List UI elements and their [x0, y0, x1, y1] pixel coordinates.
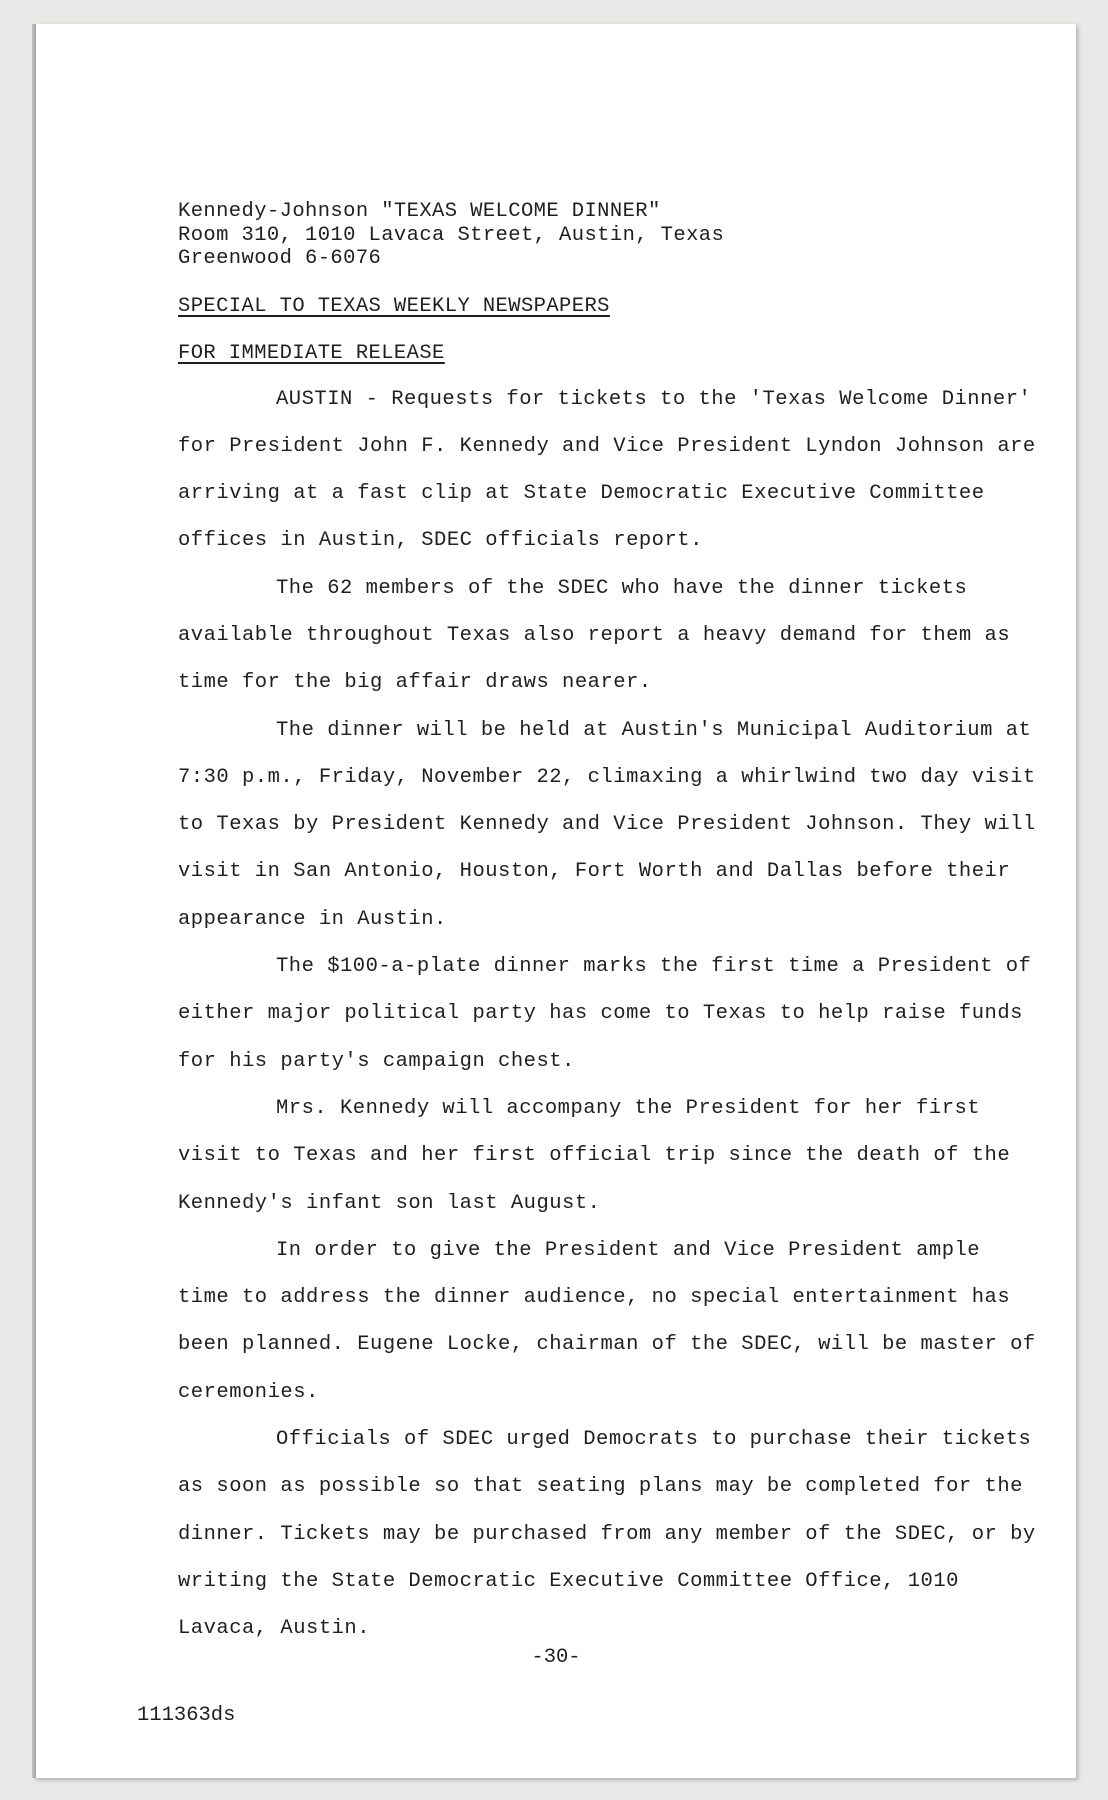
- paragraph-4: The $100-a-plate dinner marks the first time a President of either major political party has come to Texas to help raise funds for his party's campaign chest.: [178, 955, 1032, 1073]
- document-page: [34, 24, 1076, 1778]
- paragraph-3: The dinner will be held at Austin's Municipal Auditorium at 7:30 p.m., Friday, November 22, climaxing a whirlwind two day visit to Texas by President Kennedy and Vice President Johnson. They will visit in San Antonio, Houston, Fort Worth and Dallas before their appearance in Austin.: [178, 718, 1036, 931]
- document-code: 111363ds: [137, 1704, 236, 1727]
- header-address: Room 310, 1010 Lavaca Street, Austin, Texas: [178, 223, 725, 247]
- paragraph-6: In order to give the President and Vice President ample time to address the dinner audience, no special entertainment has been planned. Eugene Locke, chairman of the SDEC, will be master of ceremonies.: [178, 1238, 1036, 1404]
- header-organization: Kennedy-Johnson "TEXAS WELCOME DINNER": [178, 200, 661, 223]
- end-mark: -30-: [531, 1646, 581, 1669]
- special-label: SPECIAL TO TEXAS WEEKLY NEWSPAPERS: [178, 294, 610, 318]
- press-release-body: [178, 200, 1038, 1653]
- paragraph-7: Officials of SDEC urged Democrats to purchase their tickets as soon as possible so that seating plans may be completed for the dinner. Tickets may be purchased from any member of the SDEC, or by writing the State Democratic Executive Committee Office, 1010 Lavaca, Austin.: [178, 1428, 1036, 1641]
- release-label: FOR IMMEDIATE RELEASE: [178, 342, 445, 365]
- header-phone: Greenwood 6-6076: [178, 247, 382, 270]
- paragraph-1: AUSTIN - Requests for tickets to the 'Texas Welcome Dinner' for President John F. Kennedy and Vice President Lyndon Johnson are arriving at a fast clip at State Democratic Executive Committee offices in Austin, SDEC officials report.: [178, 387, 1036, 553]
- paragraph-5: Mrs. Kennedy will accompany the President for her first visit to Texas and her first official trip since the death of the Kennedy's infant son last August.: [178, 1096, 1011, 1215]
- paragraph-2: The 62 members of the SDEC who have the dinner tickets available throughout Texas also report a heavy demand for them as time for the big affair draws nearer.: [178, 576, 1011, 695]
